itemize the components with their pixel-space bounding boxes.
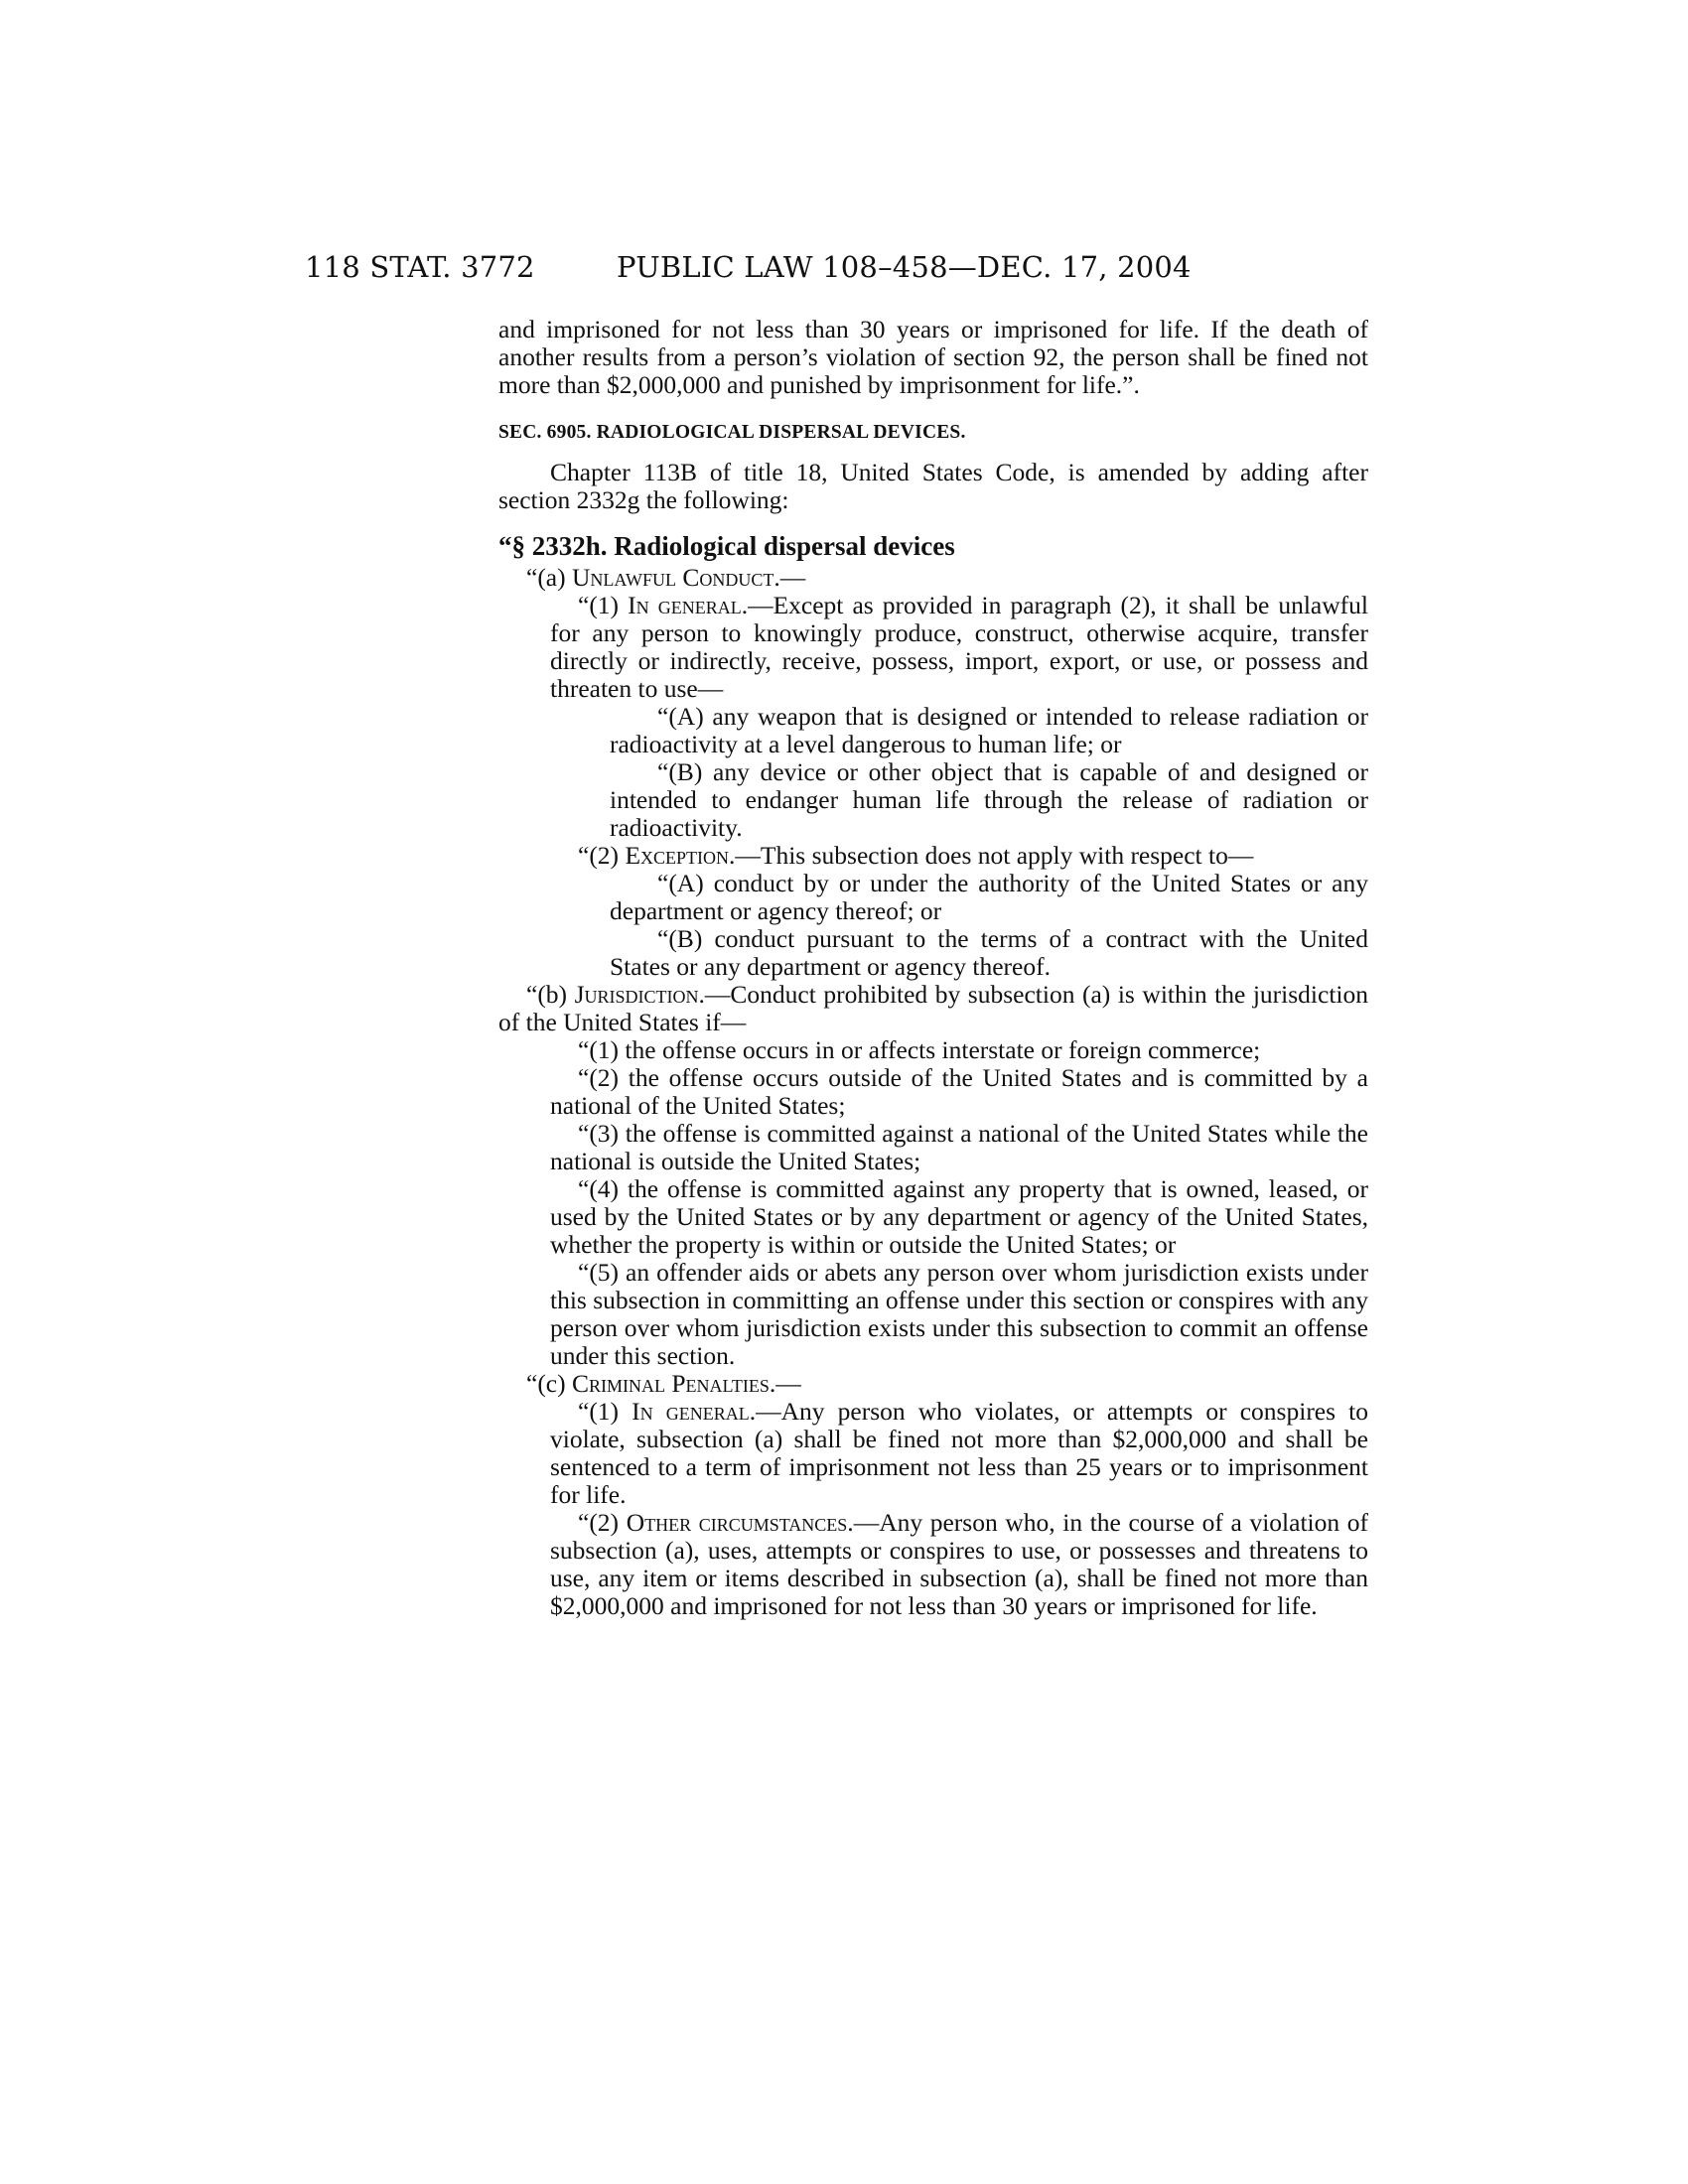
section-heading: SEC. 6905. RADIOLOGICAL DISPERSAL DEVICES. <box>498 422 966 443</box>
paragraph-b5: “(5) an offender aids or abets any person over whom jurisdiction exists under this subsection in committing an offense under this section or conspires with any person over whom jurisdiction exists under this subsection to commit an offense under this section. <box>550 1258 1368 1370</box>
document-body <box>498 316 1368 1620</box>
subsection-a: “(a) Unlawful Conduct.— <box>526 563 806 592</box>
page-header <box>0 250 1688 290</box>
running-head: PUBLIC LAW 108–458—DEC. 17, 2004 <box>617 250 1192 284</box>
stat-page-number: 118 STAT. 3772 <box>305 250 535 284</box>
subparagraph-a1A: “(A) any weapon that is designed or intended to release radiation or radioactivity at a level dangerous to human life; or <box>610 702 1368 758</box>
subsection-a-heading: Unlawful Conduct. <box>572 563 780 592</box>
subsection-c: “(c) Criminal Penalties.— <box>526 1369 801 1398</box>
subsection-c-heading: Criminal Penalties. <box>572 1369 776 1398</box>
paragraph-b4: “(4) the offense is committed against any property that is owned, leased, or used by the United States or by any department or agency of the United States, whether the property is within or outside the United States; or <box>550 1174 1368 1259</box>
subparagraph-a2A: “(A) conduct by or under the authority of the United States or any department or agency thereof; or <box>610 869 1368 925</box>
continuation-paragraph: and imprisoned for not less than 30 years or imprisoned for life. If the death of another results from a person’s violation of section 92, the person shall be fined not more than $2,000,000 and punished by imprisonment for life.”. <box>498 315 1368 399</box>
subsection-b: “(b) Jurisdiction.—Conduct prohibited by subsection (a) is within the jurisdiction of the United States if— <box>498 980 1368 1036</box>
paragraph-a1-heading: In general. <box>628 591 749 619</box>
paragraph-b2: “(2) the offense occurs outside of the United States and is committed by a national of the United States; <box>550 1063 1368 1120</box>
paragraph-c2-heading: Other circumstances. <box>626 1508 854 1537</box>
paragraph-c1-heading: In general. <box>632 1397 757 1426</box>
paragraph-c1: “(1) In general.—Any person who violates, or attempts or conspires to violate, subsection (a) shall be fined not more than $2,000,000 and shall be sentenced to a term of imprisonment not less than 25 years or to imprisonment for life. <box>550 1397 1368 1509</box>
paragraph-b3: “(3) the offense is committed against a national of the United States while the national is outside the United States; <box>550 1119 1368 1175</box>
subsection-b-heading: Jurisdiction. <box>574 980 705 1009</box>
subparagraph-a2B: “(B) conduct pursuant to the terms of a contract with the United States or any department or agency thereof. <box>610 924 1368 981</box>
paragraph-a1: “(1) In general.—Except as provided in paragraph (2), it shall be unlawful for any person to knowingly produce, construct, otherwise acquire, transfer directly or indirectly, receive, possess, import, export, or use, or possess and threaten to use— <box>550 591 1368 703</box>
amendment-intro: Chapter 113B of title 18, United States Code, is amended by adding after section 2332g the following: <box>498 458 1368 514</box>
paragraph-a2-heading: Exception. <box>625 841 736 870</box>
code-section-title: “§ 2332h. Radiological dispersal devices <box>498 531 955 561</box>
paragraph-b1: “(1) the offense occurs in or affects interstate or foreign commerce; <box>578 1035 1261 1064</box>
paragraph-c2: “(2) Other circumstances.—Any person who, in the course of a violation of subsection (a), uses, attempts or conspires to use, or possesses and threatens to use, any item or items described in subsection (a), shall be fined not more than $2,000,000 and imprisoned for not less than 30 years or imprisoned for life. <box>550 1508 1368 1620</box>
paragraph-a2: “(2) Exception.—This subsection does not apply with respect to— <box>578 841 1254 870</box>
subparagraph-a1B: “(B) any device or other object that is capable of and designed or intended to endanger human life through the release of radiation or radioactivity. <box>610 757 1368 842</box>
